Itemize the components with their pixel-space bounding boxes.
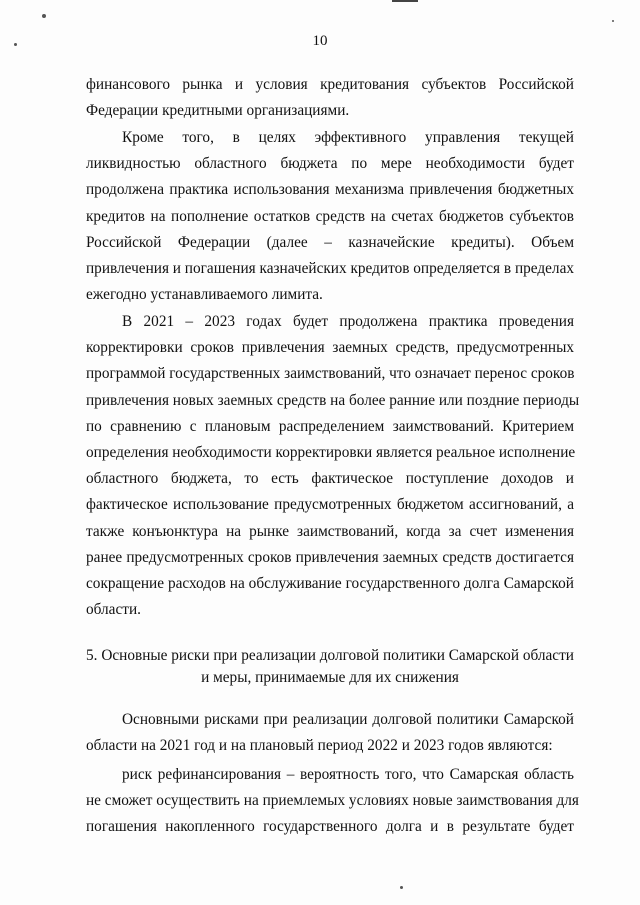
text-line: привлечения и погашения казначейских кредитов определяется в пределах <box>86 259 575 277</box>
paragraph-4 <box>86 707 574 759</box>
text-line: ранее предусмотренных сроков привлечения заемных средств достигается <box>86 548 574 566</box>
text-line: области на 2021 год и на плановый период 2022 и 2023 годов являются: <box>86 737 553 755</box>
text-line: определения необходимости корректировки является реальное исполнение <box>86 443 576 461</box>
text-line: В 2021 – 2023 годах будет продолжена практика проведения <box>122 313 574 330</box>
text-line: областного бюджета, то есть фактическое поступление доходов и <box>86 470 574 488</box>
text-line: по сравнению с плановым распределением заимствований. Критерием <box>86 417 574 435</box>
paragraph-5 <box>86 762 579 841</box>
scan-mark <box>392 0 418 2</box>
text-line: Федерации кредитными организациями. <box>86 102 350 120</box>
text-line: сокращение расходов на обслуживание государственного долга Самарской <box>86 574 574 592</box>
paragraph-1 <box>86 72 574 124</box>
text-line: Основными рисками при реализации долговой политики Самарской <box>122 711 574 728</box>
text-line: не сможет осуществить на приемлемых условиях новые заимствования для <box>86 792 579 810</box>
text-line: продолжена практика использования механизма привлечения бюджетных <box>86 181 574 199</box>
paragraph-3 <box>86 309 580 623</box>
text-line: Кроме того, в целях эффективного управления текущей <box>122 129 574 146</box>
text-line: кредитов на пополнение остатков средств на счетах бюджетов субъектов <box>86 207 574 225</box>
text-line: риск рефинансирования – вероятность того, что Самарская область <box>122 766 574 783</box>
text-line: финансового рынка и условия кредитования субъектов Российской <box>86 76 574 93</box>
text-line: Российской Федерации (далее – казначейские кредиты). Объем <box>86 233 574 251</box>
heading-line: 5. Основные риски при реализации долговой политики Самарской области <box>86 647 574 664</box>
heading-line: и меры, принимаемые для их снижения <box>201 669 459 686</box>
text-line: программой государственных заимствований, что означает перенос сроков <box>86 365 575 383</box>
scan-speck <box>612 20 614 22</box>
scan-speck <box>400 886 403 889</box>
text-line: корректировки сроков привлечения заемных средств, предусмотренных <box>86 339 574 357</box>
text-line: ежегодно устанавливаемого лимита. <box>86 286 323 304</box>
text-line: ликвидностью областного бюджета по мере необходимости будет <box>86 155 574 173</box>
scan-speck <box>42 14 46 18</box>
text-line: области. <box>86 601 141 619</box>
page-number: 10 <box>312 33 328 49</box>
text-line: фактическое использование предусмотренных бюджетом ассигнований, а <box>86 496 574 514</box>
section-heading <box>70 645 590 689</box>
text-line: также конъюнктура на рынке заимствований, когда за счет изменения <box>86 522 574 540</box>
paragraph-2 <box>86 125 574 308</box>
text-line: привлечения новых заемных средств на более ранние или поздние периоды <box>86 391 580 409</box>
text-line: погашения накопленного государственного долга и в результате будет <box>86 818 574 836</box>
